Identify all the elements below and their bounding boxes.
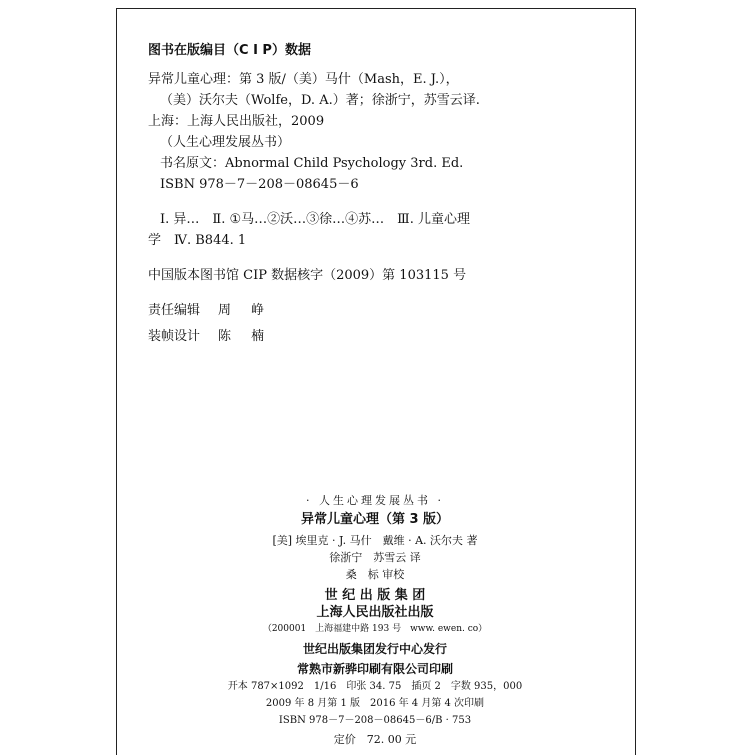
printer: 常熟市新骅印刷有限公司印刷	[296, 662, 453, 676]
publisher: 上海人民出版社出版	[316, 605, 434, 620]
price: 定价 72. 00 元	[333, 733, 417, 746]
credit-name: 陈 楠	[218, 329, 273, 344]
cip-publisher-line: 上海：上海人民出版社，2009	[148, 114, 325, 129]
reviewer: 桑 标 审校	[345, 568, 405, 581]
cip-author-line: （美）沃尔夫（Wolfe，D. A.）著；徐浙宁，苏雪云译.	[160, 93, 480, 108]
cip-block	[148, 40, 598, 286]
cip-classification-line-1: Ⅰ. 异… Ⅱ. ①马…②沃…③徐…④苏… Ⅲ. 儿童心理	[160, 212, 470, 227]
cip-isbn-line: ISBN 978－7－208－08645－6	[160, 177, 359, 192]
credit-role: 装帧设计	[148, 329, 201, 344]
publishing-group: 世 纪 出 版 集 团	[324, 588, 426, 603]
cip-data-number: 中国版本图书馆 CIP 数据核字（2009）第 103115 号	[148, 268, 467, 283]
edition-info: 2009 年 8 月第 1 版 2016 年 4 月第 4 次印刷	[265, 698, 485, 709]
credit-row-designer	[148, 324, 272, 350]
authors: [美] 埃里克 · J. 马什 戴维 · A. 沃尔夫 著	[272, 534, 478, 547]
format-specs: 开本 787×1092 1/16 印张 34. 75 插页 2 字数 935，000	[227, 681, 523, 692]
distributor: 世纪出版集团发行中心发行	[302, 642, 447, 656]
colophon-block	[116, 492, 634, 748]
credit-row-editor	[148, 298, 272, 324]
credits-block	[148, 298, 272, 350]
cip-heading: 图书在版编目（C I P）数据	[148, 43, 311, 58]
cip-classification-line-2: 学 Ⅳ. B844. 1	[148, 233, 247, 248]
translators: 徐浙宁 苏雪云 译	[329, 551, 421, 564]
isbn: ISBN 978－7－208－08645－6/B · 753	[278, 715, 472, 726]
book-title: 异常儿童心理（第 3 版）	[300, 512, 450, 527]
series-name: · 人生心理发展丛书 ·	[306, 494, 444, 507]
credit-name: 周 峥	[218, 303, 273, 318]
publisher-address: （200001 上海福建中路 193 号 www. ewen. co）	[262, 624, 488, 634]
cip-original-title-line: 书名原文：Abnormal Child Psychology 3rd. Ed.	[160, 156, 464, 171]
cip-title-line: 异常儿童心理：第 3 版/（美）马什（Mash，E. J.），	[148, 72, 459, 87]
credit-role: 责任编辑	[148, 303, 201, 318]
cip-series-line: （人生心理发展丛书）	[160, 135, 291, 150]
